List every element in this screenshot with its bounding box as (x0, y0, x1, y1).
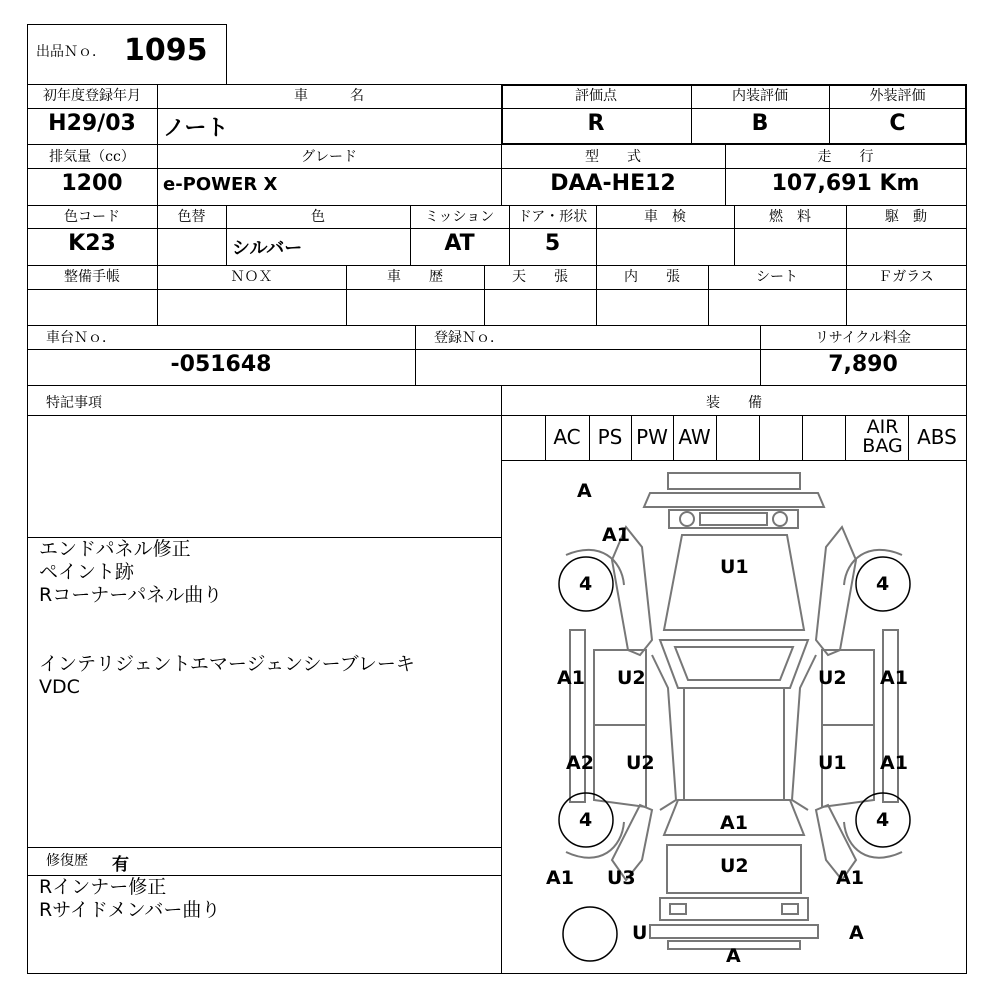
door-value: 5 (544, 231, 561, 256)
damage-mark: A1 (546, 867, 574, 889)
mission-label: ミッション (424, 209, 495, 225)
damage-mark: A1 (602, 524, 630, 546)
color-code-label: 色コード (64, 209, 120, 225)
interior-score-label: 内装評価 (732, 88, 788, 104)
equipment-pw: PW (636, 425, 668, 449)
damage-mark: 4 (579, 809, 593, 831)
exterior-score-value: C (889, 111, 906, 136)
equipment-airbag: AIR BAG (862, 416, 903, 457)
notes-label: 特記事項 (46, 395, 102, 411)
damage-mark: U2 (626, 752, 655, 774)
displacement-label: 排気量（cc） (49, 149, 135, 165)
drive-label: 駆 動 (885, 209, 927, 225)
lot-number-label: 出品Ｎｏ． (36, 44, 106, 60)
fuel-label: 燃 料 (769, 209, 811, 225)
recycle-value: 7,890 (828, 352, 898, 377)
ceiling-label: 天 張 (512, 269, 568, 285)
repair-line: Rサイドメンバー曲り (39, 899, 221, 921)
damage-mark: A (577, 480, 592, 502)
car-name-label: 車 名 (294, 88, 364, 104)
first-registration-label: 初年度登録年月 (43, 88, 141, 104)
repair-label: 修復歴 (46, 853, 88, 869)
interior-trim-label: 内 張 (624, 269, 680, 285)
exterior-score-label: 外装評価 (869, 88, 926, 104)
damage-mark: U1 (720, 556, 749, 578)
door-label: ドア・形状 (517, 209, 588, 225)
damage-mark: A1 (880, 667, 908, 689)
note-line: Rコーナーパネル曲り (39, 584, 223, 606)
spare-wheel (563, 907, 617, 961)
color-code-value: K23 (68, 231, 116, 256)
equipment-ac: AC (553, 425, 581, 449)
nox-label: ＮＯＸ (230, 269, 273, 285)
damage-mark: 4 (876, 573, 890, 595)
grade-value: e-POWER X (163, 174, 278, 195)
registration-label: 登録Ｎｏ． (434, 330, 504, 346)
damage-mark: A (849, 922, 864, 944)
damage-mark: 4 (876, 809, 890, 831)
displacement-value: 1200 (61, 171, 123, 196)
grade-label: グレード (301, 149, 357, 165)
repair-value: 有 (112, 855, 129, 875)
damage-mark: A1 (836, 867, 864, 889)
repair-line: Rインナー修正 (39, 876, 167, 898)
damage-mark: A1 (880, 752, 908, 774)
equipment-ps: PS (597, 425, 623, 449)
lot-number-value: 1095 (124, 33, 208, 68)
damage-mark: U3 (607, 867, 636, 889)
model-label: 型 式 (585, 149, 641, 165)
damage-mark: U2 (818, 667, 847, 689)
mileage-value: 107,691 Km (771, 171, 920, 196)
recycle-label: リサイクル料金 (814, 330, 912, 346)
note-line: ペイント跡 (39, 561, 135, 583)
score-value: R (587, 111, 605, 136)
note-line: インテリジェントエマージェンシーブレーキ (39, 653, 415, 675)
note-line: VDC (39, 676, 80, 698)
damage-mark: 4 (579, 573, 593, 595)
damage-mark: A1 (720, 812, 748, 834)
interior-score-value: B (751, 111, 769, 136)
damage-mark: A (726, 945, 741, 967)
damage-mark: A2 (566, 752, 594, 774)
fglass-label: Ｆガラス (878, 269, 934, 285)
maintenance-label: 整備手帳 (64, 269, 120, 285)
chassis-label: 車台Ｎｏ． (46, 330, 116, 346)
damage-mark: U2 (720, 855, 749, 877)
equipment-aw: AW (678, 425, 711, 449)
equipment-abs: ABS (917, 425, 957, 449)
model-value: DAA-HE12 (550, 171, 676, 196)
mileage-label: 走 行 (817, 149, 874, 165)
damage-mark: U1 (818, 752, 847, 774)
inspection-label: 車 検 (644, 209, 686, 225)
history-label: 車 歴 (387, 269, 443, 285)
car-name-value: ノート (163, 116, 229, 141)
color-change-label: 色替 (177, 209, 206, 225)
damage-mark: U (632, 922, 648, 944)
damage-mark: A1 (557, 667, 585, 689)
chassis-value: -051648 (170, 352, 272, 377)
score-label: 評価点 (575, 88, 617, 104)
color-label: 色 (311, 209, 325, 225)
first-registration-value: H29/03 (48, 111, 136, 136)
note-line: エンドパネル修正 (39, 538, 191, 560)
damage-mark: U2 (617, 667, 646, 689)
seat-label: シート (756, 269, 798, 285)
color-value: シルバー (232, 238, 303, 259)
equipment-label: 装 備 (706, 395, 762, 411)
mission-value: AT (444, 231, 475, 256)
